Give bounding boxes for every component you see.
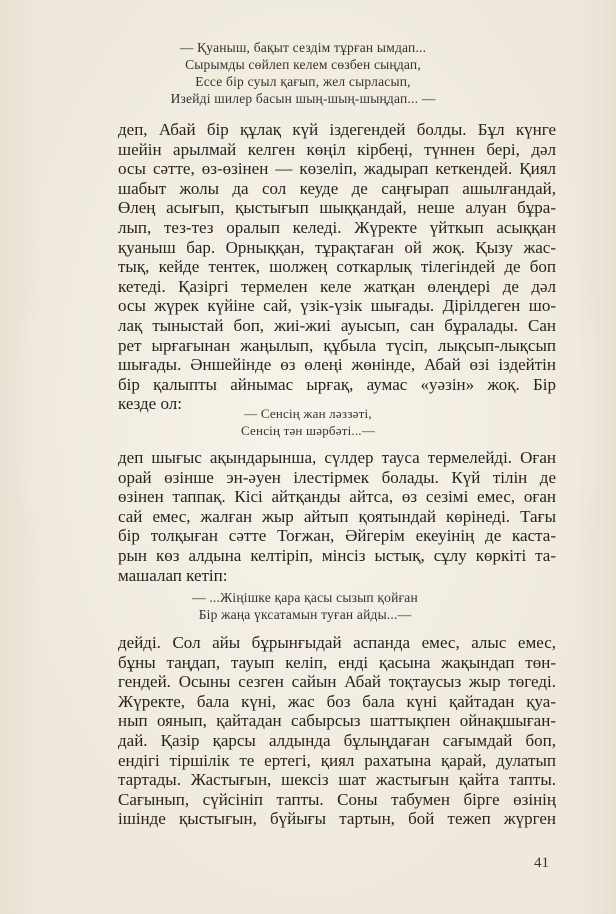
text-line: деп, Абай бір құлақ күй іздегендей болды. Бұл күнге — [118, 120, 556, 139]
text-line: Өлең асығып, қыстығып шыққандай, неше алуан бұра- — [118, 198, 556, 218]
page-number: 41 — [534, 855, 549, 871]
paragraph-2 — [118, 448, 556, 585]
text-line: тық, кейде тентек, шолжең соткарлық тілегіндей де боп — [118, 257, 556, 277]
paragraph-1 — [118, 120, 556, 414]
text-line: сай емес, жалған жыр айтып қоятындай көрінеді. Тағы — [118, 506, 556, 526]
verse-line: — Қуаныш, бақыт сездім тұрған ымдап... — [179, 40, 427, 55]
paragraph-3 — [118, 633, 556, 829]
text-line: осы жүрек күйіне сай, үзік-үзік шығады. Дірілдеген шо- — [118, 296, 556, 316]
verse-line: — ...Жіңішке қара қасы сызып қойған — [192, 590, 418, 605]
text-line: деп шығыс ақындарынша, сүлдер тауса термелейді. Оған — [118, 448, 556, 467]
text-line: шабыт жолы да сол кеуде де саңғырап ашылғандай, — [118, 178, 556, 198]
text-line: осы сәтте, өз-өзінен — көзеліп, жадырап кеткендей. Қиял — [118, 159, 556, 179]
text-line: ішінде қыстығын, бүйығы тартын, бой тежеп жүрген — [118, 809, 556, 829]
text-line: машалап кетіп: — [118, 565, 228, 585]
verse-line: Изейді шилер басын шың-шың-шыңдап... — — [170, 91, 436, 106]
text-line: қуаныш бар. Орныққан, тұрақтаған ой жоқ. Қызу жас- — [118, 237, 556, 257]
text-line: кезде ол: — [118, 394, 182, 414]
text-line: лып, тез-тез оралып келеді. Жүректе үйткып асыққан — [118, 217, 556, 237]
text-line: дейді. Сол айы бұрынғыдай аспанда емес, алыс емес, — [118, 633, 556, 652]
verse-line: Ессе бір суыл қағып, жел сырласып, — [195, 74, 411, 89]
text-line: рын көз алдына келтіріп, мінсіз ыстық, сұлу көркіті та- — [118, 545, 556, 565]
verse-line: — Сенсің жан ләззәті, — [244, 406, 372, 421]
text-line: лақ тыныстай боп, жиі-жиі ауысып, сан бұралады. Сан — [118, 315, 556, 335]
text-line: тартады. Жастығын, шексіз шат жастығын қайта тапты. — [118, 770, 556, 790]
text-line: нып оянып, қайтадан сабырсыз шаттықпен ойнақшыған- — [118, 711, 556, 731]
text-line: бір қалыпты айнымас ырғақ, аумас «уәзін» жоқ. Бір — [118, 374, 556, 394]
text-line: кетеді. Қазіргі термелен келе жатқан өлеңдері де дәл — [118, 276, 556, 296]
text-line: гендей. Осыны сезген сайын Абай тоқтаусыз жыр төгеді. — [118, 672, 556, 692]
text-line: дай. Қазір қарсы алдында бұлыңдаған сағымдай боп, — [118, 730, 556, 750]
text-line: ендігі тіршілік те ертегі, қиял рахатына қарай, дулатып — [118, 750, 556, 770]
verse-block-2 — [190, 405, 426, 439]
text-line: рет ырғағынан жаңылып, құбыла түсіп, лықсып-лықсып — [118, 335, 556, 355]
text-line: бұны таңдап, тауып келіп, енді қасына жақындап төн- — [118, 652, 556, 672]
verse-line: Сырымды сөйлеп келем сөзбен сыңдап, — [185, 57, 421, 72]
text-line: шейін арылмай келген көңіл кірбеңі, түннен бері, дәл — [118, 139, 556, 159]
text-line: орай өзінше эн-әуен ілестірмек болады. Күй тілін де — [118, 467, 556, 487]
text-line: бір толқыған сәтте Тоғжан, Әйгерім екеуінің де каста- — [118, 526, 556, 546]
verse-line: Сенсің тән шәрбәті...— — [241, 423, 375, 438]
verse-line: Бір жаңа үксатамын туған айды...— — [198, 607, 412, 622]
text-line: Жүректе, бала күні, жас боз бала күні қайтадан қуа- — [118, 691, 556, 711]
verse-block-3 — [150, 589, 460, 623]
verse-block-1 — [130, 39, 476, 107]
text-line: шығады. Әншейінде өз өлеңі жөнінде, Абай өзі іздейтін — [118, 355, 556, 375]
text-line: өзінен таппақ. Кісі айтқанды айтса, өз сезімі емес, оған — [118, 487, 556, 507]
text-line: Сағынып, сүйсініп тапты. Соны табумен бірге өзінің — [118, 789, 556, 809]
